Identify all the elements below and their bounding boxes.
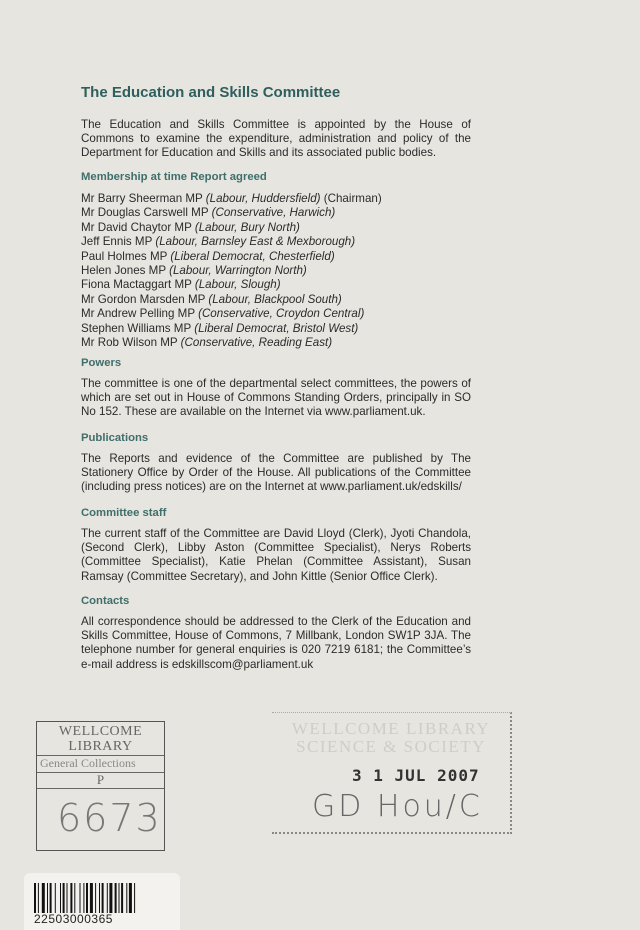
member-name: Mr Rob Wilson MP	[81, 336, 178, 350]
intro-paragraph: The Education and Skills Committee is appointed by the House of Commons to examine the expenditure, administration and policy of the Department for Education and Skills and its associated public bodies.	[81, 118, 471, 160]
member-party-constituency: (Labour, Slough)	[194, 278, 281, 292]
page-title: The Education and Skills Committee	[81, 84, 341, 101]
barcode-bar	[60, 883, 61, 913]
barcode-bar	[107, 883, 108, 913]
library-stamp-general: General Collections	[40, 756, 136, 770]
barcode-bar	[109, 883, 112, 913]
barcode-bar	[38, 883, 39, 913]
member-item	[81, 293, 382, 307]
member-name: Mr David Chaytor MP	[81, 220, 192, 234]
staff-paragraph: The current staff of the Committee are David Lloyd (Clerk), Jyoti Chandola, (Second Clerk), Libby Aston (Committee Specialist), Nerys Roberts (Committee Specialist), Katie Phelan (Committee Assistant), Susan Ramsay (Committee Secretary), and John Kittle (Senior Office Clerk).	[81, 527, 471, 583]
barcode-bar	[55, 883, 56, 913]
member-name: Mr Gordon Marsden MP	[81, 292, 206, 306]
member-name: Helen Jones MP	[81, 264, 166, 278]
member-party-constituency: (Labour, Barnsley East & Mexborough)	[155, 235, 356, 249]
member-item	[81, 278, 382, 292]
contacts-heading: Contacts	[81, 595, 130, 607]
publications-paragraph: The Reports and evidence of the Committee are published by The Stationery Office by Order of the House. All publications of the Committee (including press notices) are on the Internet at www.parliament.uk/edskills/	[81, 452, 471, 494]
barcode-bar	[119, 883, 120, 913]
library-stamp-shelf: P	[96, 772, 105, 787]
handwritten-classmark: GD Hou/C	[312, 789, 483, 824]
library-stamp-line2: LIBRARY	[68, 739, 133, 754]
barcode-bar	[86, 883, 88, 913]
library-stamp-number: 6673	[57, 796, 162, 840]
contacts-paragraph: All correspondence should be addressed to the Clerk of the Education and Skills Committee, House of Commons, 7 Millbank, London SW1P 3JA. The telephone number for general enquiries is 020 7219 6181; the Committee’s e-mail address is edskillscom@parliament.uk	[81, 615, 471, 671]
member-party-constituency: (Liberal Democrat, Chesterfield)	[170, 249, 335, 263]
member-name: Fiona Mactaggart MP	[81, 278, 192, 292]
barcode-bar	[99, 883, 100, 913]
member-item	[81, 307, 382, 321]
barcode-bar	[34, 883, 36, 913]
barcode-bar	[115, 883, 117, 913]
staff-heading: Committee staff	[81, 507, 167, 519]
library-stamp-divider	[37, 788, 164, 789]
barcode-bar	[42, 883, 45, 913]
barcode-bar	[83, 883, 84, 913]
member-item	[81, 322, 382, 336]
member-item	[81, 264, 382, 278]
member-item	[81, 250, 382, 264]
powers-paragraph: The committee is one of the departmental select committees, the powers of which are set out in House of Commons Standing Orders, principally in SO No 152. These are available on the Internet via www.parliament.uk.	[81, 377, 471, 419]
barcode-bar	[129, 883, 132, 913]
member-item	[81, 206, 382, 220]
member-party-constituency: (Conservative, Croydon Central)	[198, 307, 365, 321]
received-date: 3 1 JUL 2007	[352, 766, 480, 785]
barcode-bar	[126, 883, 127, 913]
membership-heading: Membership at time Report agreed	[81, 171, 267, 183]
barcode-bar	[95, 883, 96, 913]
member-list	[81, 192, 382, 350]
barcode-bar	[63, 883, 65, 913]
member-party-constituency: (Labour, Warrington North)	[169, 264, 307, 278]
received-stamp-line1: WELLCOME LIBRARY	[291, 719, 491, 738]
barcode-bar	[102, 883, 104, 913]
library-stamp-line1: WELLCOME	[58, 724, 143, 739]
member-party-constituency: (Liberal Democrat, Bristol West)	[194, 321, 359, 335]
member-role: (Chairman)	[320, 192, 382, 205]
library-stamp	[36, 721, 165, 851]
member-name: Jeff Ennis MP	[81, 235, 153, 249]
barcode-bar	[47, 883, 48, 913]
barcode-bar	[134, 883, 135, 913]
member-item	[81, 336, 382, 350]
barcode-bar	[121, 883, 123, 913]
received-stamp-line2: SCIENCE & SOCIETY	[296, 737, 486, 756]
member-item	[81, 192, 382, 206]
member-name: Mr Andrew Pelling MP	[81, 307, 195, 321]
member-name: Stephen Williams MP	[81, 321, 191, 335]
barcode-number: 22503000365	[34, 912, 113, 926]
barcode-bar	[70, 883, 72, 913]
member-party-constituency: (Conservative, Reading East)	[180, 336, 333, 350]
member-party-constituency: (Labour, Bury North)	[194, 220, 300, 234]
member-item	[81, 221, 382, 235]
barcode-bar	[50, 883, 52, 913]
member-name: Paul Holmes MP	[81, 249, 168, 263]
publications-heading: Publications	[81, 432, 149, 444]
barcode-bar	[90, 883, 93, 913]
barcode-icon	[34, 883, 170, 913]
barcode-bar	[67, 883, 68, 913]
barcode-bar	[74, 883, 75, 913]
member-name: Mr Douglas Carswell MP	[81, 206, 209, 220]
member-party-constituency: (Labour, Blackpool South)	[208, 292, 342, 306]
member-name: Mr Barry Sheerman MP	[81, 192, 203, 205]
received-stamp	[272, 712, 512, 834]
member-party-constituency: (Labour, Huddersfield)	[205, 192, 321, 205]
member-item	[81, 235, 382, 249]
powers-heading: Powers	[81, 357, 122, 369]
member-party-constituency: (Conservative, Harwich)	[211, 206, 336, 220]
barcode-bar	[80, 883, 81, 913]
